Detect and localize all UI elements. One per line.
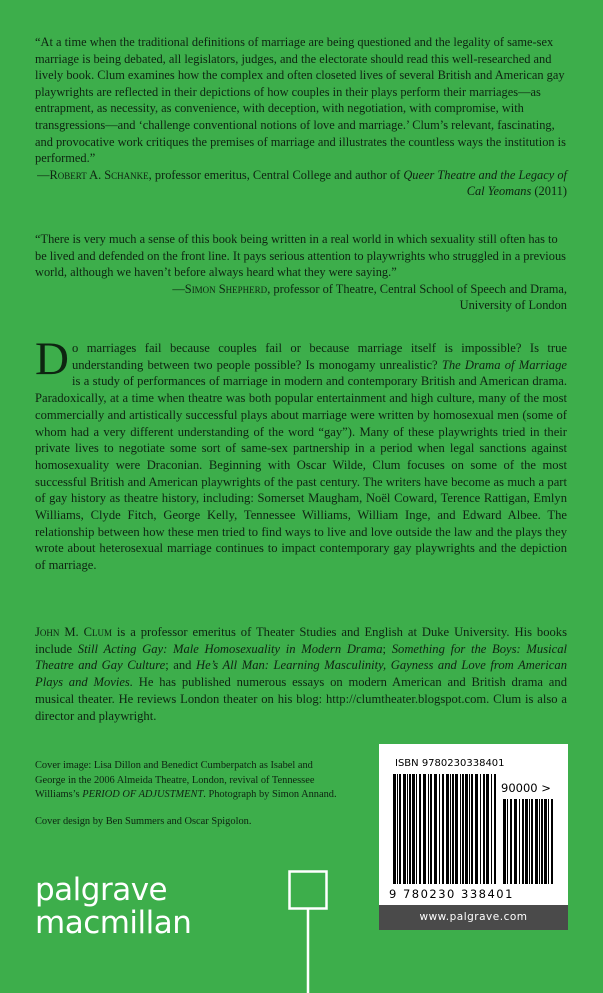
quote-text: “There is very much a sense of this book being written in a real world in which sexuality still often has to be lived and defended on the front line. It pays serious attention to playwrights who struggled in a previous world, although we haven’t before always heard what they were saying.” <box>35 232 566 280</box>
price-code: 90000 > <box>501 781 551 795</box>
attribution-affiliation: , professor emeritus, Central College and author of <box>148 167 404 182</box>
cover-image-credit <box>35 759 345 803</box>
attribution-year: (2011) <box>531 184 567 199</box>
bio-text-4: He has published numerous essays on modern American and British drama and musical theater. He reviews London theater on his blog: http://clumtheater.blogspot.com. Clum is also a director and playwright. <box>35 675 567 723</box>
author-name: John M. Clum <box>35 625 112 639</box>
review-quote-schanke <box>35 34 567 200</box>
review-quote-shepherd <box>35 231 567 314</box>
logo-line-1: palgrave <box>35 872 168 908</box>
logo-line-2: macmillan <box>35 905 192 941</box>
attribution-affiliation: , professor of Theatre, Central School of Speech and Drama, <box>267 281 567 296</box>
quote-attribution <box>35 167 567 200</box>
attribution-dash: — <box>172 281 185 296</box>
credit-text-1: Cover image: Lisa Dillon and Benedict Cumberpatch as Isabel and George in the 2006 Almeida Theatre, London, revival of Tennessee Williams’s <box>35 760 315 801</box>
bio-book-2: Something for the Boys: Musical Theatre and Gay Culture <box>35 641 567 673</box>
attribution-dash: — <box>37 167 50 182</box>
bio-text-1: is a professor emeritus of Theater Studies and English at Duke University. His books include <box>35 625 567 656</box>
price-barcode-icon <box>503 799 555 884</box>
credit-text-2: . Photograph by Simon Annand. <box>203 789 337 801</box>
quote-attribution <box>35 281 567 314</box>
play-title: PERIOD OF ADJUSTMENT <box>82 789 204 801</box>
attribution-name: Simon Shepherd <box>184 281 268 296</box>
publisher-logo <box>35 874 191 940</box>
cover-design-credit: Cover design by Ben Summers and Oscar Spigolon. <box>35 816 252 828</box>
bio-text-2: ; <box>382 641 392 656</box>
attribution-institution: University of London <box>459 298 567 313</box>
book-title: The Drama of Marriage <box>441 357 567 372</box>
attribution-name: Robert A. Schanke <box>49 167 149 182</box>
drop-cap: D <box>35 333 69 385</box>
description-text-2: is a study of performances of marriage in modern and contemporary British and American drama. Paradoxically, at a time when theatre was both popular entertainment and high culture, many of the most commercially and artistically successful plays about marriage were written by homosexual men (some of whom had a very different understanding of the word “gay”). Many of these playwrights tried in their private lives to negotiate some sort of same-sex partnership in a period when legal sanctions against homosexuality were Draconian. Beginning with Oscar Wilde, Clum focuses on some of the most successful British and American playwrights of the past century. The writers have become as much a part of gay history as theatre history, including: Somerset Maugham, Noël Coward, Terence Rattigan, Emlyn Williams, Clyde Fitch, George Kelly, Tennessee Williams, William Inge, and Edward Albee. The relationship between how these men tried to find ways to live and love outside the law and the plays they wrote about heterosexual marriage continues to impact contemporary gay playwrights and the depiction of marriage. <box>35 374 567 573</box>
bio-text-3: ; and <box>165 658 197 673</box>
bio-book-1: Still Acting Gay: Male Homosexuality in Modern Drama <box>77 641 383 656</box>
cover-credits <box>35 759 345 840</box>
author-bio <box>35 624 567 724</box>
isbn-digits: 9 780230 338401 <box>389 887 514 901</box>
quote-text: “At a time when the traditional definitions of marriage are being questioned and the legality of same-sex marriage is being debated, all legislators, judges, and the electorate should read this well-researched and lively book. Clum examines how the complex and often closeted lives of several British and American gay playwrights are reflected in their depictions of how couples in their plays perform their marriages—as entrapment, as necessity, as convenience, with deception, with negotiation, with compromise, with transgressions—and ‘challenge conventional notions of love and marriage.’ Clum’s relevant, fascinating, and provocative work critiques the premises of marriage and illustrates the countless ways the institution is performed.” <box>35 35 566 166</box>
description-text-1: o marriages fail because couples fail or because marriage itself is impossible? Is true understanding between two people possible? Is monogamy unrealistic? <box>71 341 567 372</box>
isbn-label: ISBN 9780230338401 <box>395 758 505 769</box>
book-description <box>35 333 567 574</box>
attribution-book-title: Queer Theatre and the Legacy of Cal Yeomans <box>403 167 567 199</box>
publisher-url: www.palgrave.com <box>379 905 568 930</box>
barcode-icon <box>393 774 497 884</box>
bio-book-3: He’s All Man: Learning Masculinity, Gayness and Love from American Plays and Movies. <box>35 658 567 690</box>
publisher-mark-icon <box>288 870 328 993</box>
barcode-panel <box>379 744 568 912</box>
